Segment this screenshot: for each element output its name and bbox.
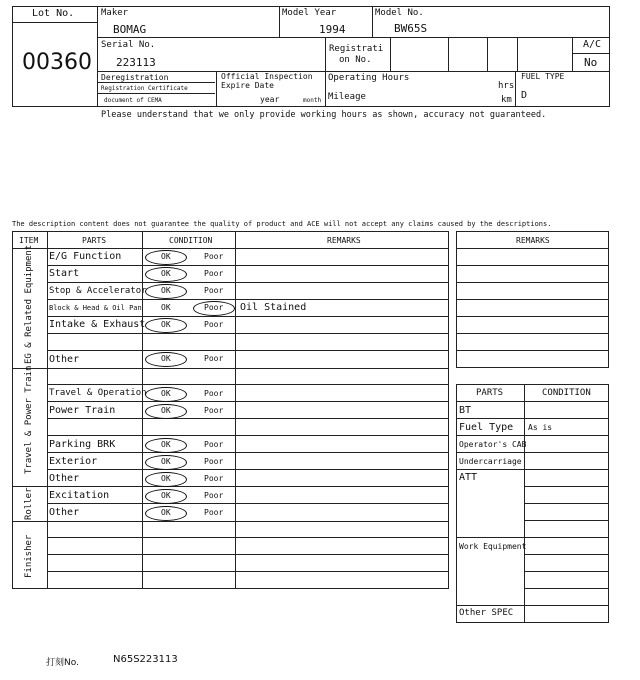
- lot-value: 00360: [22, 50, 92, 75]
- model-no-label: Model No.: [375, 8, 424, 18]
- side-col-condition: CONDITION: [542, 388, 591, 398]
- poor-label: Poor: [204, 303, 224, 312]
- ok-label: OK: [161, 474, 171, 483]
- part-power-train: Power Train: [49, 405, 116, 416]
- side-col-parts: PARTS: [476, 388, 504, 398]
- part-roller-other: Other: [49, 507, 80, 518]
- side-att: ATT: [459, 472, 478, 483]
- poor-label: Poor: [204, 406, 224, 415]
- ok-label: OK: [161, 457, 171, 466]
- ok-label: OK: [161, 286, 171, 295]
- side-operators-cab: Operator's CAB: [459, 440, 527, 449]
- ok-label: OK: [161, 354, 171, 363]
- ok-label: OK: [161, 320, 171, 329]
- col-parts: PARTS: [82, 236, 107, 245]
- mileage-label: Mileage: [328, 92, 366, 102]
- inspection-label: Official Inspection: [221, 72, 313, 81]
- part-eg-function: E/G Function: [49, 251, 122, 262]
- part-stop-accelerator: Stop & Accelerator: [49, 286, 147, 296]
- hours-notice: Please understand that we only provide working hours as shown, accuracy not guaranteed.: [101, 110, 547, 120]
- part-travel-other: Other: [49, 473, 80, 484]
- side-undercarriage: Undercarriage: [459, 457, 522, 466]
- poor-label: Poor: [204, 474, 224, 483]
- poor-label: Poor: [204, 491, 224, 500]
- registration-certificate-label: Registration Certificate: [101, 85, 188, 92]
- col-remarks: REMARKS: [327, 236, 361, 245]
- hrs-label: hrs: [498, 81, 515, 91]
- poor-label: Poor: [204, 269, 224, 278]
- km-label: km: [501, 95, 512, 105]
- part-eg-other: Other: [49, 354, 80, 365]
- part-travel-operation: Travel & Operation: [49, 388, 147, 398]
- fuel-type-label: FUEL TYPE: [521, 72, 565, 81]
- month-label: month: [303, 97, 322, 104]
- part-excitation: Excitation: [49, 490, 110, 501]
- group-finisher-label: Finisher: [24, 534, 34, 578]
- poor-label: Poor: [204, 286, 224, 295]
- deregistration-label: Deregistration: [101, 73, 169, 82]
- col-condition: CONDITION: [169, 236, 213, 245]
- side-bt: BT: [459, 405, 472, 416]
- group-travel-label: Travel & Power Train: [24, 365, 34, 474]
- serial-value: 223113: [116, 56, 156, 69]
- poor-label: Poor: [204, 354, 224, 363]
- ok-label: OK: [161, 389, 171, 398]
- part-block-head-oil-pan: Block & Head & Oil Pan: [49, 304, 142, 312]
- ok-label: OK: [161, 269, 171, 278]
- part-intake-exhaust: Intake & Exhaust: [49, 319, 146, 330]
- ok-label: OK: [161, 440, 171, 449]
- model-no-value: BW65S: [394, 22, 428, 35]
- col-remarks-right: REMARKS: [516, 236, 550, 245]
- lot-label: Lot No.: [32, 8, 75, 19]
- part-exterior: Exterior: [49, 456, 98, 467]
- side-other-spec: Other SPEC: [459, 608, 514, 618]
- ac-label: A/C: [583, 39, 602, 50]
- poor-label: Poor: [204, 389, 224, 398]
- group-roller-label: Roller: [24, 487, 34, 520]
- ok-label: OK: [161, 252, 171, 261]
- poor-label: Poor: [204, 457, 224, 466]
- ok-label: OK: [161, 406, 171, 415]
- poor-label: Poor: [204, 252, 224, 261]
- cema-label: document of CEMA: [104, 97, 162, 104]
- side-fuel-type-value: As is: [528, 423, 553, 432]
- registration-label-2: on No.: [339, 55, 372, 65]
- poor-label: Poor: [204, 320, 224, 329]
- model-year-value: 1994: [319, 23, 346, 36]
- remark-oil-stained: Oil Stained: [240, 302, 307, 313]
- ok-label: OK: [161, 303, 171, 312]
- ok-label: OK: [161, 508, 171, 517]
- side-work-equipment: Work Equipment: [459, 542, 527, 551]
- inspection-label-2: Expire Date: [221, 81, 274, 90]
- part-parking-brk: Parking BRK: [49, 439, 116, 450]
- ok-label: OK: [161, 491, 171, 500]
- fuel-type-value: D: [521, 90, 528, 101]
- stamp-label: 打刻No.: [46, 658, 79, 668]
- model-year-label: Model Year: [282, 8, 337, 18]
- stamp-value: N65S223113: [113, 654, 178, 665]
- maker-value: BOMAG: [113, 23, 147, 36]
- serial-label: Serial No.: [101, 40, 156, 50]
- year-label: year: [260, 95, 280, 104]
- maker-label: Maker: [101, 8, 129, 18]
- registration-label: Registrati: [329, 44, 384, 54]
- part-start: Start: [49, 268, 80, 279]
- side-fuel-type: Fuel Type: [459, 422, 514, 433]
- description-notice: The description content does not guarantee the quality of product and ACE will not accept any claims caused by the descriptions.: [12, 220, 552, 228]
- poor-label: Poor: [204, 508, 224, 517]
- ac-value: No: [584, 56, 598, 69]
- col-item: ITEM: [19, 236, 39, 245]
- group-eg-label: EG & Related Equipment: [24, 244, 34, 364]
- poor-label: Poor: [204, 440, 224, 449]
- operating-hours-label: Operating Hours: [328, 73, 410, 83]
